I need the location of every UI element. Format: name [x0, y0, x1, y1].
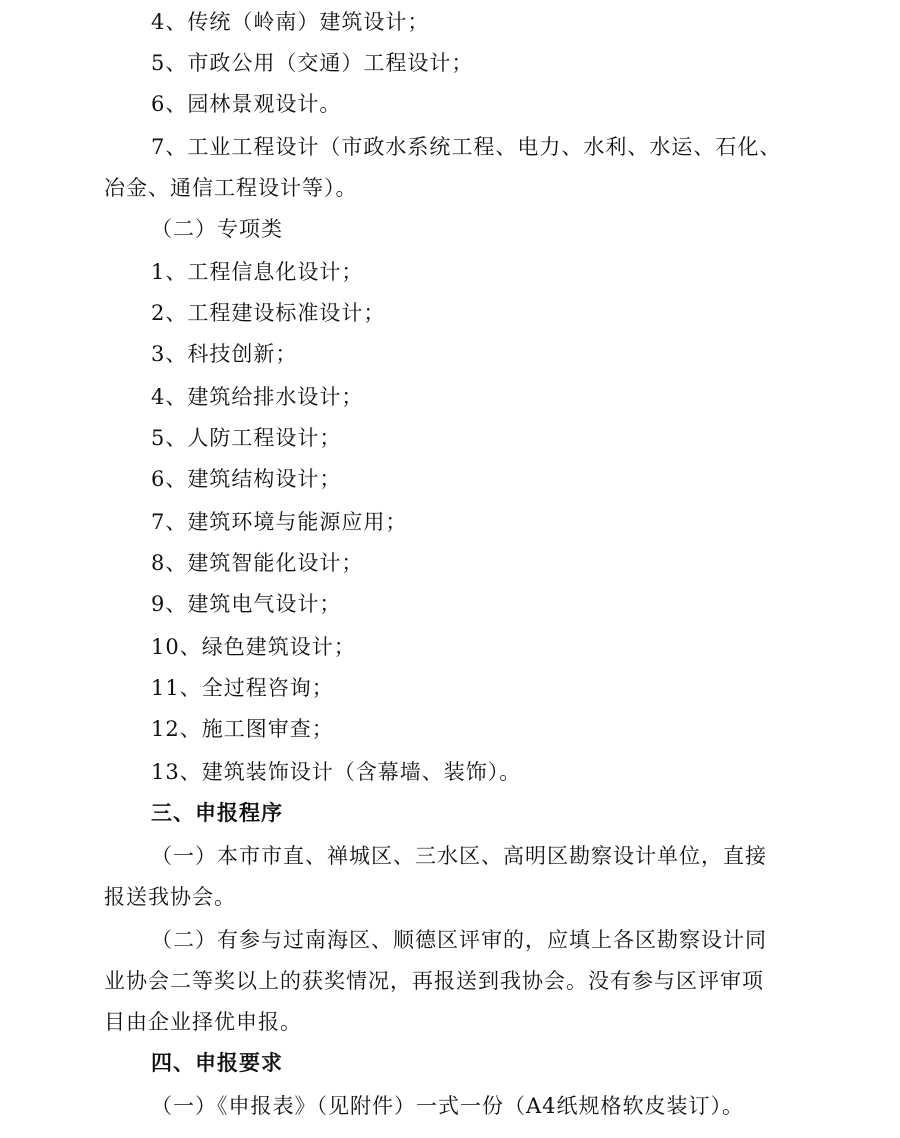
list-item: 6、园林景观设计。 [151, 92, 342, 116]
section-heading: 三、申报程序 [151, 800, 283, 825]
paragraph-line: 目由企业择优申报。 [104, 1010, 302, 1034]
list-item: 10、绿色建筑设计； [151, 635, 356, 659]
list-item: 4、建筑给排水设计； [151, 385, 364, 409]
paragraph-line: （一）本市市直、禅城区、三水区、高明区勘察设计单位，直接 [151, 844, 767, 868]
paragraph-line: （二）有参与过南海区、顺德区评审的，应填上各区勘察设计同 [151, 928, 767, 952]
list-item: 5、人防工程设计； [151, 426, 342, 450]
list-item: 11、全过程咨询； [151, 676, 334, 700]
section-heading: 四、申报要求 [151, 1050, 283, 1075]
paragraph-line: 冶金、通信工程设计等）。 [104, 176, 358, 200]
list-item: 6、建筑结构设计； [151, 467, 342, 491]
list-item: 4、传统（岭南）建筑设计； [151, 10, 430, 34]
list-item: 7、建筑环境与能源应用； [151, 510, 408, 534]
list-item: 13、建筑装饰设计（含幕墙、装饰）。 [151, 760, 522, 784]
subsection-heading: （二）专项类 [151, 217, 283, 241]
paragraph-line: （一）《申报表》（见附件）一式一份（A4纸规格软皮装订）。 [151, 1094, 745, 1118]
list-item: 2、工程建设标准设计； [151, 301, 386, 325]
list-item: 5、市政公用（交通）工程设计； [151, 51, 474, 75]
list-item: 8、建筑智能化设计； [151, 551, 364, 575]
list-item: 12、施工图审查； [151, 717, 334, 741]
list-item: 3、科技创新； [151, 342, 298, 366]
paragraph-line: 7、工业工程设计（市政水系统工程、电力、水利、水运、石化、 [151, 135, 782, 159]
list-item: 1、工程信息化设计； [151, 260, 364, 284]
paragraph-line: 业协会二等奖以上的获奖情况，再报送到我协会。没有参与区评审项 [104, 969, 764, 993]
paragraph-line: 报送我协会。 [104, 885, 236, 909]
list-item: 9、建筑电气设计； [151, 592, 342, 616]
